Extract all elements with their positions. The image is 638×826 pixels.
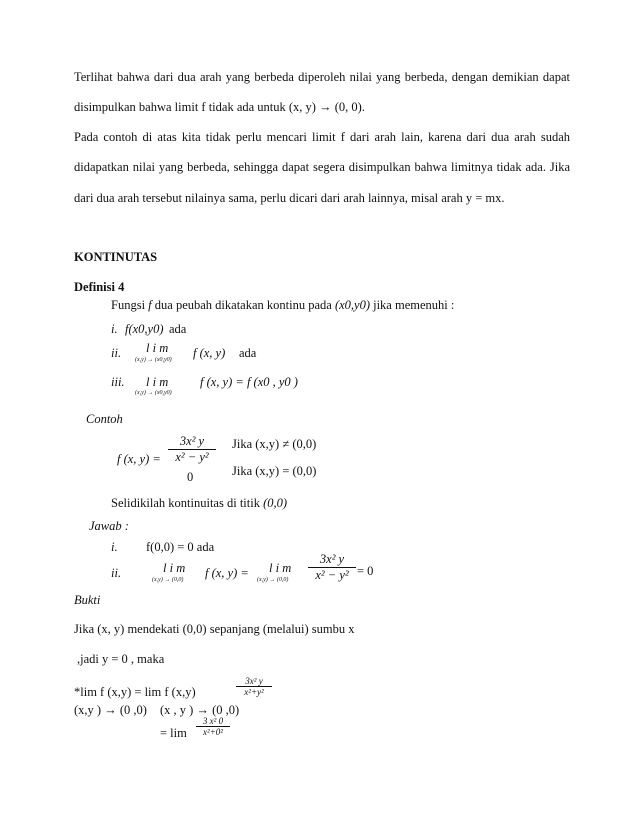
fraction-denominator: x²+0² [196,726,230,737]
fraction-numerator: 3x² y [179,434,205,448]
condition-ii-label: ii. [111,346,122,360]
case-2: Jika (x,y) = (0,0) [232,464,317,478]
paragraph-line: Pada contoh di atas kita tidak perlu mencari limit f dari arah lain, karena dari dua arah sudah [74,130,570,144]
lim-text: l i m [146,375,169,389]
example-function-lhs: f (x, y) = [117,452,161,466]
definition-text: Fungsi f dua peubah dikatakan kontinu pada (x0,y0) jika memenuhi : [111,298,455,312]
proof-label: Bukti [74,593,101,607]
lim-text: l i m [269,561,292,575]
lim-subscript: (x,y) → (0,0) [152,577,184,583]
fraction-denominator: x² − y² [308,567,356,583]
fraction-denominator: x² − y² [168,449,216,465]
paragraph-line: disimpulkan bahwa limit f tidak ada untuk (x, y) → (0, 0). [74,100,365,114]
answer-ii-result: = 0 [357,564,374,578]
example-zero: 0 [187,470,194,484]
answer-fraction [308,552,356,583]
proof-line: ,jadi y = 0 , maka [77,652,165,666]
proof-limit-subscript: (x,y ) → (0 ,0) [74,703,147,717]
proof-fraction [196,716,230,737]
definition-label: Definisi 4 [74,280,125,294]
proof-limit-subscript: (x , y ) → (0 ,0) [160,703,240,717]
example-label: Contoh [86,412,123,426]
example-fraction [168,434,216,465]
answer-i-label: i. [111,540,118,554]
proof-limit-line: *lim f (x,y) = lim f (x,y) [74,685,196,699]
fraction-numerator: 3x² y [245,676,263,686]
proof-fraction [236,676,272,697]
answer-ii-expr: f (x, y) = [205,566,249,580]
section-heading: KONTINUTAS [74,250,158,264]
condition-ii-expr: f (x, y) [193,346,226,360]
condition-i-ada: ada [169,322,187,336]
lim-text: l i m [163,561,186,575]
answer-ii-label: ii. [111,566,122,580]
paragraph-line: didapatkan nilai yang berbeda, sehingga dapat segera disimpulkan bahwa limitnya tidak ada. Jika [74,160,570,174]
answer-i-expr: f(0,0) = 0 ada [146,540,215,554]
lim-subscript: (x,y) → (x0,y0) [135,390,172,396]
lim-subscript: (x,y) → (x0,y0) [135,357,172,363]
condition-ii-ada: ada [239,346,257,360]
lim-text: l i m [146,341,169,355]
lim-subscript: (x,y) → (0,0) [257,577,289,583]
condition-iii-label: iii. [111,375,125,389]
case-1: Jika (x,y) ≠ (0,0) [232,437,317,451]
paragraph-line: Terlihat bahwa dari dua arah yang berbeda diperoleh nilai yang berbeda, dengan demikian dapat [74,70,570,84]
fraction-denominator: x²+y² [236,686,272,697]
answer-label: Jawab : [89,519,129,533]
condition-i-label: i. [111,322,118,336]
fraction-numerator: 3x² y [319,552,345,566]
condition-i-expr: f(x0,y0) [125,322,164,336]
proof-line: Jika (x, y) mendekati (0,0) sepanjang (melalui) sumbu x [74,622,355,636]
proof-limit-line: = lim [160,726,187,740]
condition-iii-expr: f (x, y) = f (x0 , y0 ) [200,375,298,389]
fraction-numerator: 3 x² 0 [202,716,224,726]
paragraph-line: dari dua arah tersebut nilainya sama, perlu dicari dari arah lainnya, misal arah y = mx. [74,191,505,205]
example-task: Selidikilah kontinuitas di titik (0,0) [111,496,288,510]
